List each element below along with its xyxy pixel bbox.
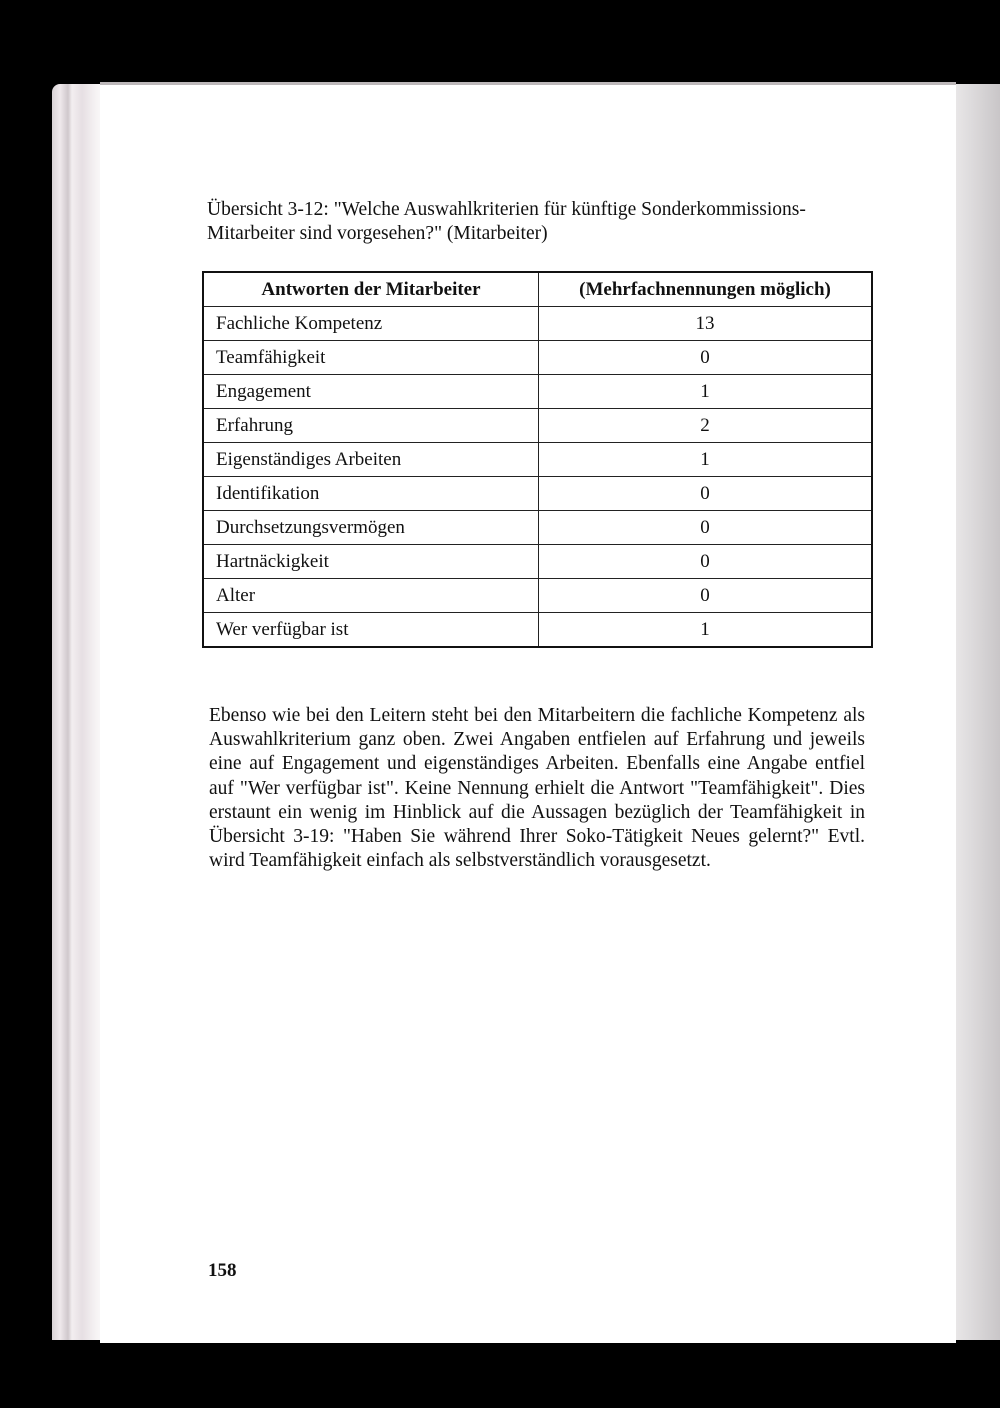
row-label: Wer verfügbar ist [203, 613, 539, 648]
table-row [203, 579, 872, 613]
table-row [203, 375, 872, 409]
row-label: Engagement [203, 375, 539, 409]
row-value: 1 [539, 613, 873, 648]
table-row [203, 477, 872, 511]
row-label: Identifikation [203, 477, 539, 511]
table-caption: Übersicht 3-12: "Welche Auswahlkriterien für künftige Sonderkommissions-Mitarbeiter sind vorgesehen?" (Mitarbeiter) [207, 199, 806, 244]
criteria-table [202, 271, 873, 648]
row-value: 0 [539, 511, 873, 545]
row-value: 1 [539, 443, 873, 477]
row-value: 0 [539, 477, 873, 511]
table-row [203, 613, 872, 648]
row-value: 0 [539, 341, 873, 375]
table-row [203, 307, 872, 341]
row-label: Hartnäckigkeit [203, 545, 539, 579]
row-label: Eigenständiges Arbeiten [203, 443, 539, 477]
row-label: Alter [203, 579, 539, 613]
page-number: 158 [208, 1260, 237, 1281]
table-row [203, 545, 872, 579]
row-value: 0 [539, 579, 873, 613]
header-counts: (Mehrfachnennungen möglich) [539, 272, 873, 307]
row-value: 1 [539, 375, 873, 409]
body-paragraph: Ebenso wie bei den Leitern steht bei den Mitarbeitern die fachliche Kompetenz als Auswahlkriterium ganz oben. Zwei Angaben entfielen auf Erfahrung und jeweils eine auf Engagement und eigenständiges Arbeiten. Ebenfalls eine Angabe entfiel auf "Wer verfügbar ist". Keine Nennung erhielt die Antwort "Teamfähigkeit". Dies erstaunt ein wenig im Hinblick auf die Aussagen bezüglich der Teamfähigkeit in Übersicht 3-19: "Haben Sie während Ihrer Soko-Tätigkeit Neues gelernt?" Evtl. wird Teamfähigkeit einfach als selbstverständlich vorausgesetzt. [209, 705, 865, 872]
row-value: 13 [539, 307, 873, 341]
row-label: Teamfähigkeit [203, 341, 539, 375]
table-row [203, 511, 872, 545]
table-row [203, 409, 872, 443]
row-value: 2 [539, 409, 873, 443]
facing-page-edge [956, 84, 1000, 1340]
table-row [203, 341, 872, 375]
header-answers: Antworten der Mitarbeiter [203, 272, 539, 307]
row-value: 0 [539, 545, 873, 579]
row-label: Fachliche Kompetenz [203, 307, 539, 341]
row-label: Erfahrung [203, 409, 539, 443]
table-header-row [203, 272, 872, 307]
table-row [203, 443, 872, 477]
row-label: Durchsetzungsvermögen [203, 511, 539, 545]
